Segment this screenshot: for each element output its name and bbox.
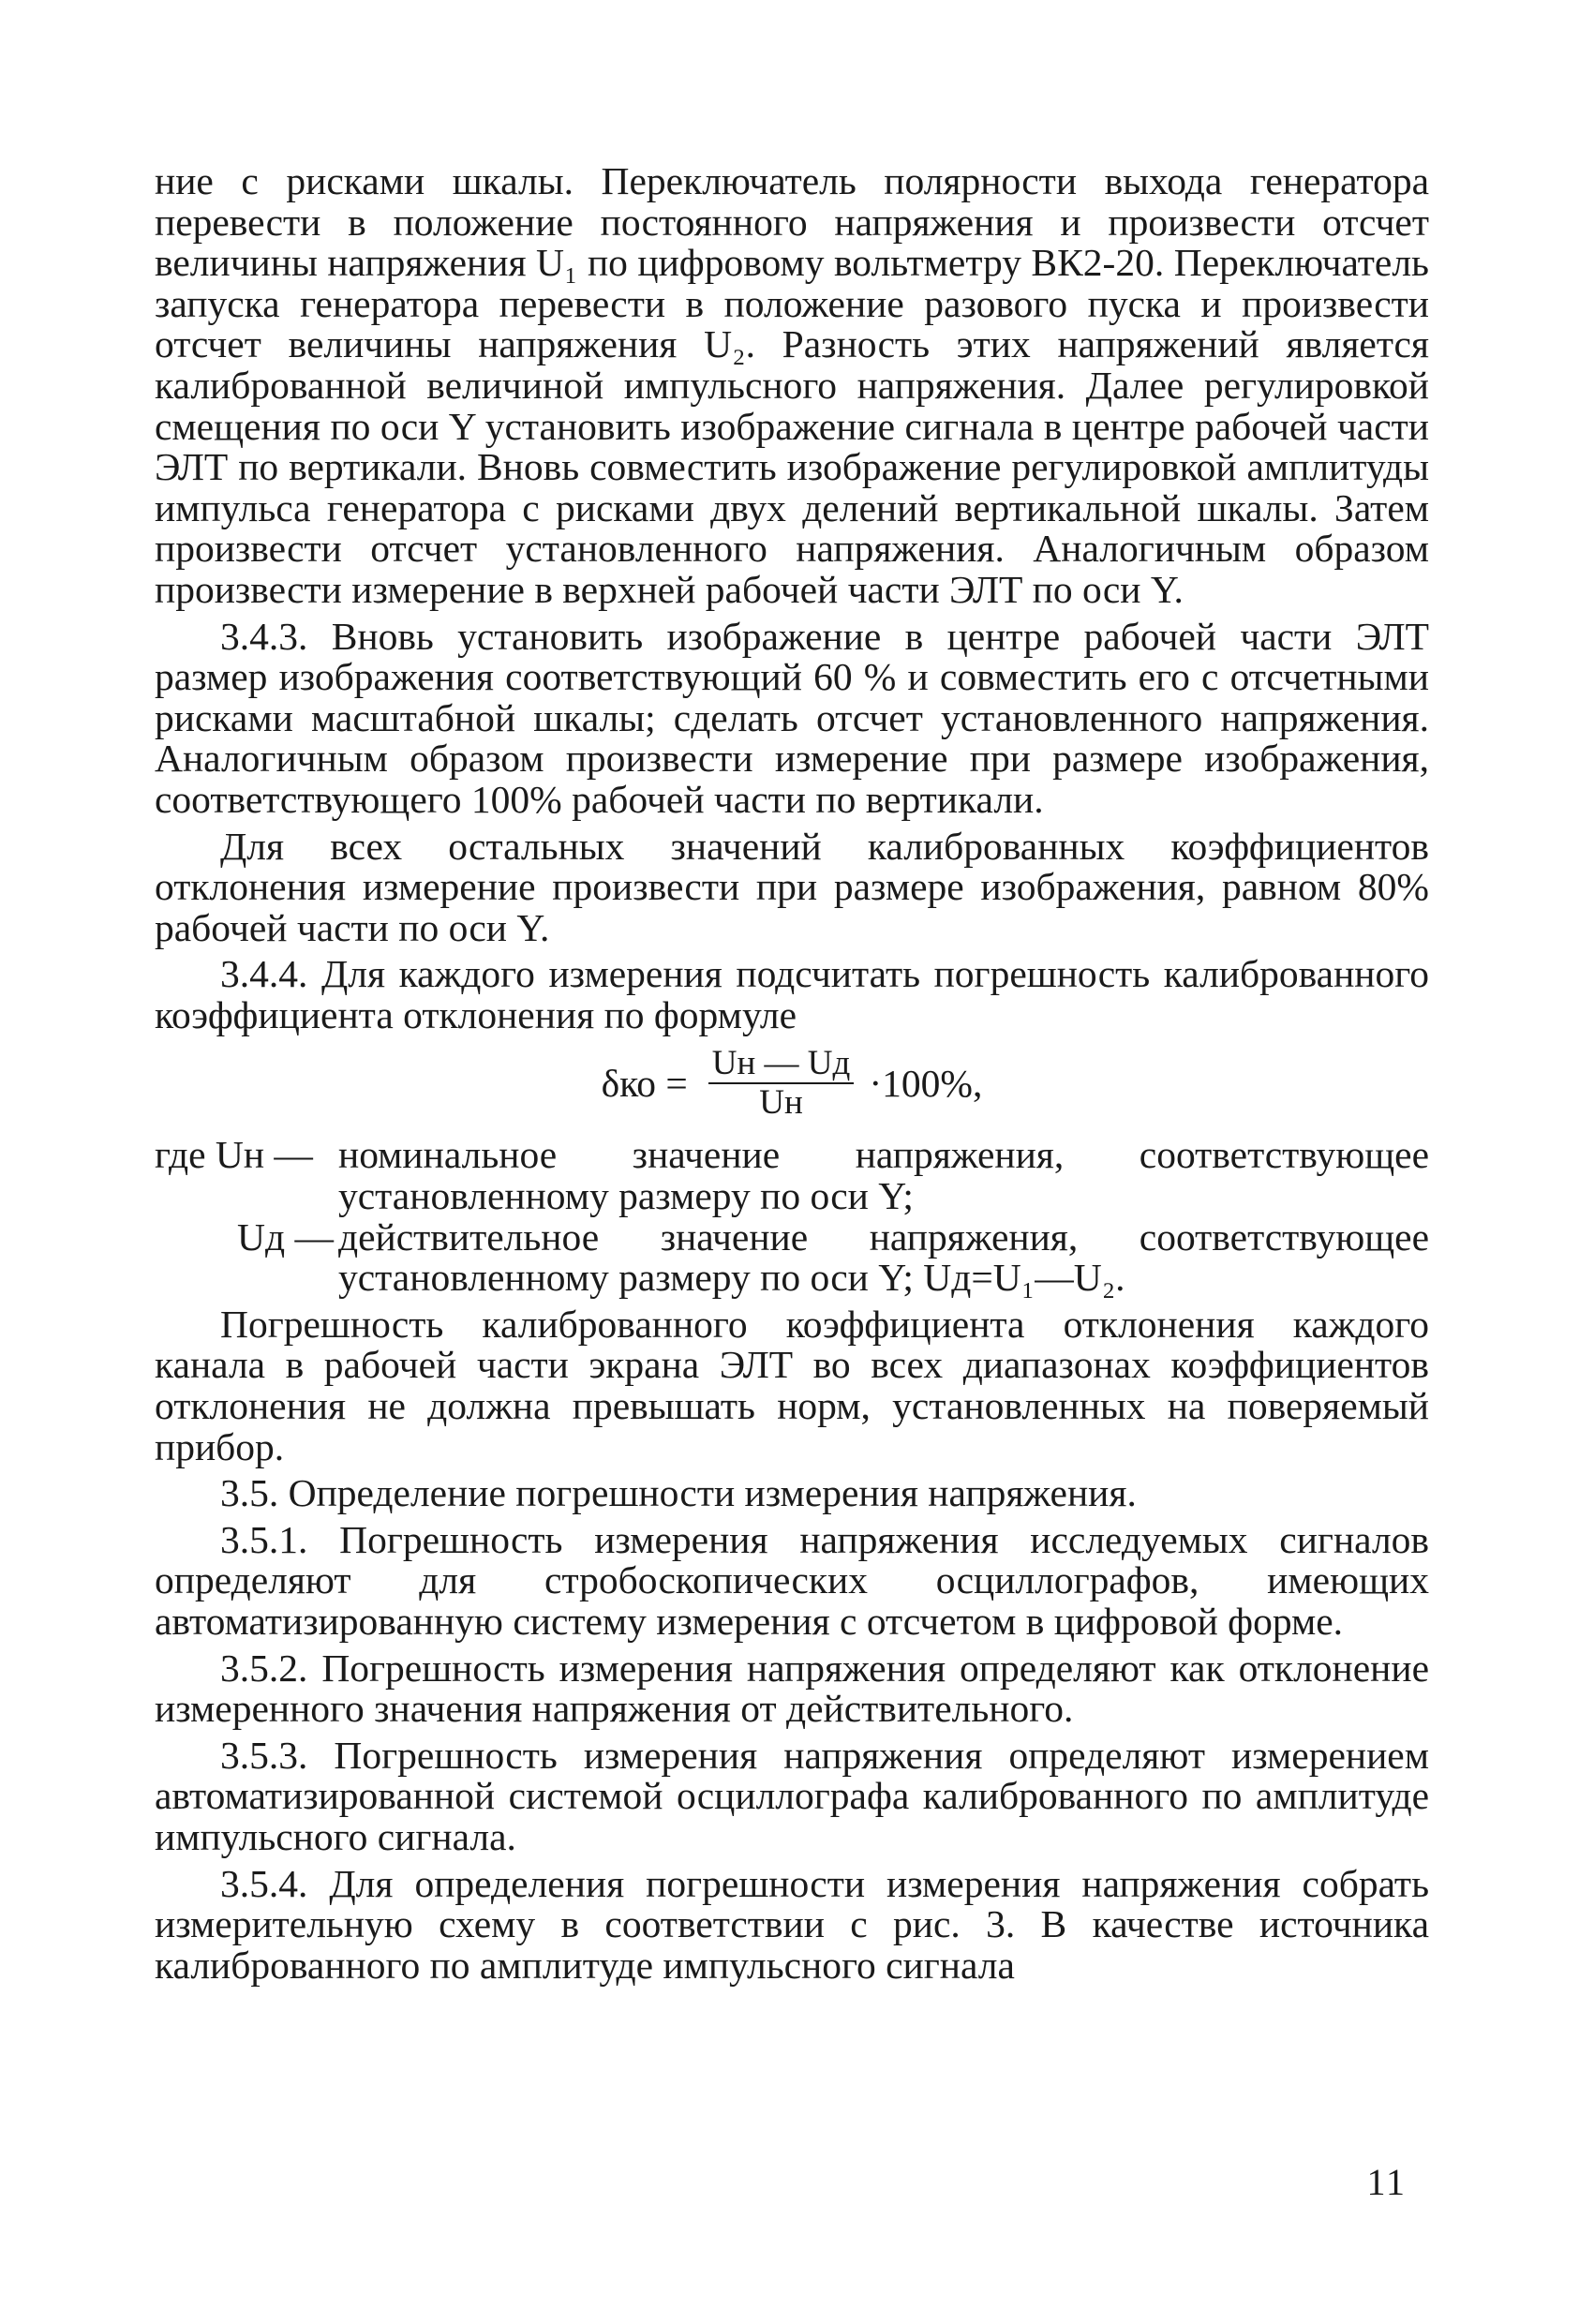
definition-text: действительное значение напряжения, соответствующее установленному размеру по оси Y; Uд=U₁—U₂. <box>338 1214 1429 1300</box>
formula-numerator: Uн — Uд <box>708 1045 855 1084</box>
section-heading: 3.5. Определение погрешности измерения напряжения. <box>220 1471 1137 1515</box>
paragraph: 3.4.4. Для каждого измерения подсчитать погрешность калиброванного коэффициента отклонения по формуле <box>155 952 1429 1036</box>
definition-term: где Uн — <box>155 1133 313 1177</box>
definition-row <box>155 1135 1429 1216</box>
paragraph: ние с рисками шкалы. Переключатель полярности выхода генератора перевести в положение постоянного напряжения и произвести отсчет величины напряжения U₁ по цифровому вольтметру ВК2-20. Переключатель запуска генератора перевести в положение разового пуска и произвести отсчет величины напряжения U₂. Разность этих напряжений является калиброванной величиной импульсного напряжения. Далее регулировкой смещения по оси Y установить изображение сигнала в центре рабочей части ЭЛТ по вертикали. Вновь совместить изображение регулировкой амплитуды импульса генератора с рисками двух делений вертикальной шкалы. Затем произвести отсчет установленного напряжения. Аналогичным образом произвести измерение в верхней рабочей части ЭЛТ по оси Y. <box>155 159 1429 611</box>
paragraph: Для всех остальных значений калиброванных коэффициентов отклонения измерение произвести при размере изображения, равном 80% рабочей части по оси Y. <box>155 824 1429 949</box>
formula-definitions <box>155 1135 1429 1298</box>
formula-denominator: Uн <box>759 1083 803 1123</box>
paragraph: 3.5.3. Погрешность измерения напряжения определяют измерением автоматизированной системой осциллографа калиброванного по амплитуде импульсного сигнала. <box>155 1733 1429 1858</box>
paragraph: 3.5.4. Для определения погрешности измерения напряжения собрать измерительную схему в соответствии с рис. 3. В качестве источника калиброванного по амплитуде импульсного сигнала <box>155 1861 1429 1987</box>
formula-rhs: ·100%, <box>869 1061 983 1105</box>
paragraph: 3.5.2. Погрешность измерения напряжения определяют как отклонение измеренного значения напряжения от действительного. <box>155 1646 1429 1731</box>
definition-row <box>237 1214 1429 1300</box>
definition-term: Uд — <box>237 1214 334 1259</box>
formula-fraction <box>708 1045 855 1122</box>
error-formula <box>155 1045 1429 1122</box>
paragraph: Погрешность калиброванного коэффициента отклонения каждого канала в рабочей части экрана ЭЛТ во всех диапазонах коэффициентов отклонения не должна превышать норм, установленных на поверяемый прибор. <box>155 1302 1429 1468</box>
page-number: 11 <box>1366 2161 1407 2203</box>
paragraph: 3.4.3. Вновь установить изображение в центре рабочей части ЭЛТ размер изображения соответствующий 60 % и совместить его с отсчетными рисками масштабной шкалы; сделать отсчет установленного напряжения. Аналогичным образом произвести измерение при размере изображения, соответствующего 100% рабочей части по вертикали. <box>155 614 1429 821</box>
paragraph: 3.5.1. Погрешность измерения напряжения исследуемых сигналов определяют для стробоскопических осциллографов, имеющих автоматизированную систему измерения с отсчетом в цифровой форме. <box>155 1517 1429 1643</box>
formula-lhs: δко = <box>601 1061 688 1105</box>
document-page <box>155 161 1429 1991</box>
definition-text: номинальное значение напряжения, соответствующее установленному размеру по оси Y; <box>338 1133 1429 1218</box>
